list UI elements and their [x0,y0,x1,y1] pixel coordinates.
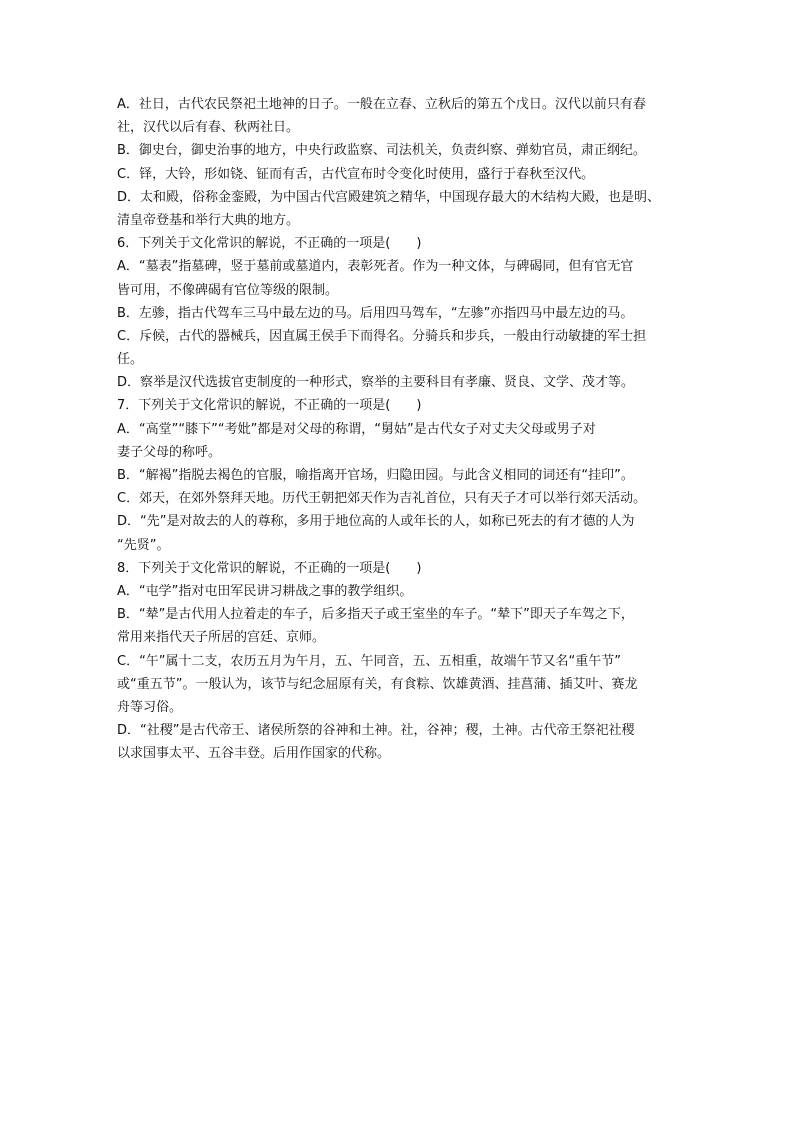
text-line: C．郊天，在郊外祭拜天地。历代王朝把郊天作为吉礼首位，只有天子才可以举行郊天活动。 [117,491,647,507]
text-line: 任。 [117,352,144,368]
text-line: D．“社稷”是古代帝王、诸侯所祭的谷神和土神。社，谷神；稷，土神。古代帝王祭祀社稷 [117,723,635,739]
text-line: “先贤”。 [117,537,170,553]
text-line: 舟等习俗。 [117,699,183,715]
text-line: D．太和殿，俗称金銮殿，为中国古代宫殿建筑之精华，中国现存最大的木结构大殿，也是明、 [117,189,661,205]
text-line: A．“屯学”指对屯田军民讲习耕战之事的教学组织。 [117,583,413,599]
text-line: B．“辇”是古代用人拉着走的车子，后多指天子或王室坐的车子。“辇下”即天子车驾之下， [117,607,634,623]
text-line: 8．下列关于文化常识的解说，不正确的一项是( ) [117,560,422,576]
text-line: B．御史台，御史治事的地方，中央行政监察、司法机关，负责纠察、弹劾官员，肃正纲纪。 [117,143,646,159]
text-line: 7．下列关于文化常识的解说，不正确的一项是( ) [117,398,422,414]
text-line: D．“先”是对故去的人的尊称，多用于地位高的人或年长的人，如称已死去的有才德的人为 [117,514,635,530]
text-line: B．“解褐”指脱去褐色的官服，喻指离开官场，归隐田园。与此含义相同的词还有“挂印”。 [117,468,634,483]
text-line: 以求国事太平、五谷丰登。后用作国家的代称。 [117,746,391,762]
text-line: 常用来指代天子所居的宫廷、京师。 [117,630,326,646]
text-line: D．察举是汉代选拔官吏制度的一种形式，察举的主要科目有孝廉、贤良、文学、茂才等。 [117,375,635,391]
text-line: B．左骖，指古代驾车三马中最左边的马。后用四马驾车，“左骖”亦指四马中最左边的马。 [117,305,634,321]
text-line: 妻子父母的称呼。 [117,444,222,460]
text-line: 或“重五节”。一般认为，该节与纪念屈原有关，有食粽、饮雄黄酒、挂菖蒲、插艾叶、赛龙 [117,676,638,692]
text-line: 6．下列关于文化常识的解说，不正确的一项是( ) [117,236,422,252]
text-line: 清皇帝登基和举行大典的地方。 [117,212,300,228]
text-line: A．“墓表”指墓碑，竖于墓前或墓道内，表彰死者。作为一种文体，与碑碣同，但有官无官 [117,259,634,275]
text-line: A．“高堂”“膝下”“考妣”都是对父母的称谓，“舅姑”是古代女子对丈夫父母或男子对 [117,421,596,437]
text-line: C．铎，大铃，形如铙、钲而有舌，古代宣布时令变化时使用，盛行于春秋至汉代。 [117,166,595,182]
text-line: C．斥候，古代的器械兵，因直属王侯手下而得名。分骑兵和步兵，一般由行动敏捷的军士担 [117,328,647,344]
document-body [117,93,683,765]
text-line: 社，汉代以后有春、秋两社日。 [117,120,300,136]
text-line: C．“午”属十二支，农历五月为午月，五、午同音，五、五相重，故端午节又名“重午节” [117,653,622,669]
text-line: 皆可用，不像碑碣有官位等级的限制。 [117,282,339,298]
text-line: A．社日，古代农民祭祀土地神的日子。一般在立春、立秋后的第五个戊日。汉代以前只有春 [117,97,646,112]
